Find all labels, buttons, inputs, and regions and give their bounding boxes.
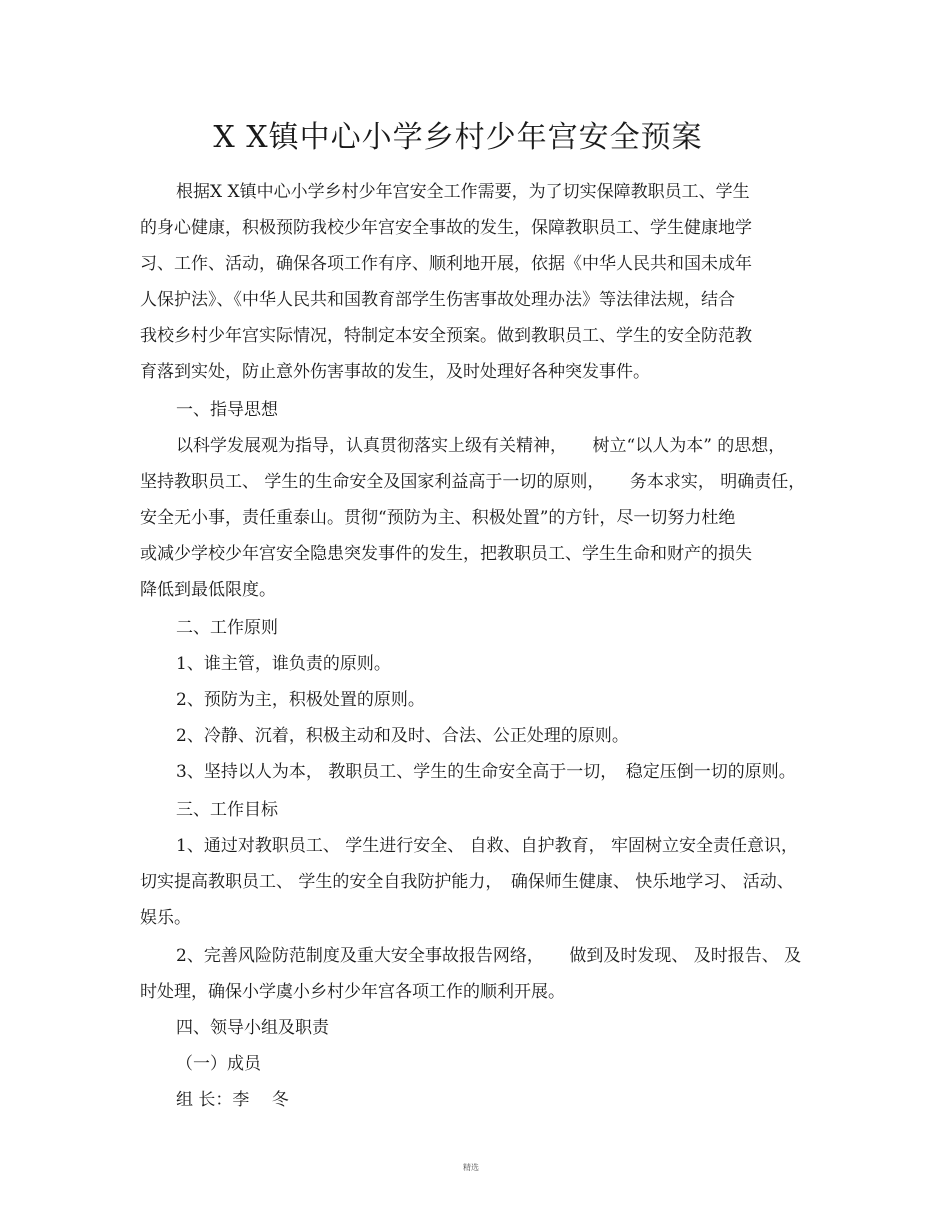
body-line: 或减少学校少年宫安全隐患突发事件的发生，把教职员工、学生生命和财产的损失	[140, 544, 752, 564]
body-line: 1、通过对教职员工、 学生进行安全、 自救、自护教育， 牢固树立安全责任意识，	[176, 836, 799, 856]
page-footer: 精选	[463, 1163, 479, 1172]
body-line: 以科学发展观为指导，认真贯彻落实上级有关精神， 树立“以人为本” 的思想，	[176, 436, 786, 456]
body-line: 坚持教职员工、 学生的生命安全及国家利益高于一切的原则， 务本求实， 明确责任，	[140, 472, 806, 492]
section-heading: 一、指导思想	[176, 400, 278, 420]
section-heading: 二、工作原则	[176, 618, 278, 638]
body-line: 习、工作、活动，确保各项工作有序、顺利地开展，依据《中华人民共和国未成年	[140, 254, 752, 274]
body-line: 安全无小事，责任重泰山。贯彻“预防为主、积极处置”的方针，尽一切努力杜绝	[140, 508, 736, 528]
body-line: 育落到实处，防止意外伤害事故的发生，及时处理好各种突发事件。	[140, 362, 650, 382]
body-line: 切实提高教职员工、 学生的安全自我防护能力， 确保师生健康、 快乐地学习、 活动、	[140, 872, 794, 892]
list-item: 1、谁主管，谁负责的原则。	[176, 654, 391, 674]
section-heading: 三、工作目标	[176, 800, 278, 820]
body-line: 降低到最低限度。	[140, 580, 276, 600]
body-line: 人保护法》、《中华人民共和国教育部学生伤害事故处理办法》等法律法规，结合	[140, 290, 735, 310]
document-title: X X镇中心小学乡村少年宫安全预案	[213, 120, 703, 155]
list-item: 3、坚持以人为本， 教职员工、学生的生命安全高于一切， 稳定压倒一切的原则。	[176, 762, 796, 782]
subsection-heading: （一）成员	[176, 1054, 261, 1074]
body-line: 娱乐。	[140, 908, 191, 928]
list-item: 2、预防为主，积极处置的原则。	[176, 690, 425, 710]
body-line: 的身心健康，积极预防我校少年宫安全事故的发生，保障教职员工、学生健康地学	[140, 218, 752, 238]
body-line: 2、完善风险防范制度及重大安全事故报告网络， 做到及时发现、 及时报告、 及	[176, 946, 802, 966]
body-line: 时处理，确保小学虞小乡村少年宫各项工作的顺利开展。	[140, 982, 565, 1002]
body-line: 我校乡村少年宫实际情况，特制定本安全预案。做到教职员工、学生的安全防范教	[140, 326, 752, 346]
list-item: 2、冷静、沉着，积极主动和及时、合法、公正处理的原则。	[176, 726, 629, 746]
section-heading: 四、领导小组及职责	[176, 1018, 329, 1038]
body-line: 根据X X镇中心小学乡村少年宫安全工作需要，为了切实保障教职员工、学生	[176, 182, 750, 202]
member-line: 组 长：李 冬	[176, 1090, 289, 1110]
